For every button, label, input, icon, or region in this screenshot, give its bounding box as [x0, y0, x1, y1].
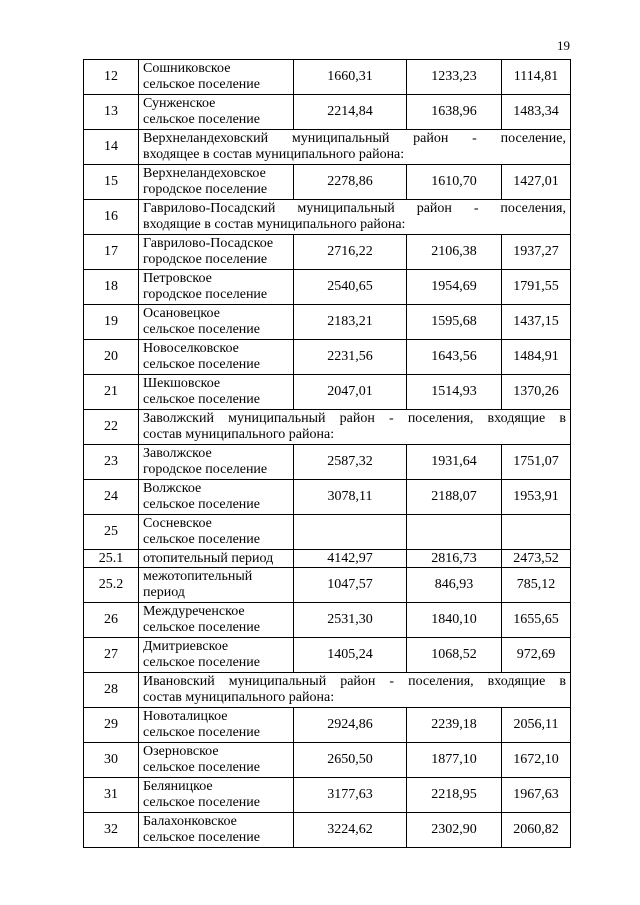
- settlement-name-line: Петровское: [143, 271, 212, 286]
- value-cell-1: 2531,30: [294, 603, 407, 638]
- value-cell-1: 3177,63: [294, 778, 407, 813]
- row-number: 13: [84, 95, 139, 130]
- settlement-name: [139, 638, 294, 673]
- settlement-name: [139, 60, 294, 95]
- settlement-name-line: городское поселение: [143, 252, 268, 267]
- district-header-line: входящее в состав муниципального района:: [143, 147, 405, 162]
- value-cell-3: 1751,07: [502, 445, 571, 480]
- row-number: 25: [84, 515, 139, 550]
- district-header-line: входящие в состав муниципального района:: [143, 217, 406, 232]
- value-cell-3: [502, 515, 571, 550]
- settlement-name-line: сельское поселение: [143, 795, 260, 810]
- value-cell-1: 2650,50: [294, 743, 407, 778]
- settlement-name: [139, 305, 294, 340]
- settlement-name: [139, 270, 294, 305]
- value-cell-2: 1638,96: [407, 95, 502, 130]
- value-cell-3: 1655,65: [502, 603, 571, 638]
- row-number: 30: [84, 743, 139, 778]
- row-number: 31: [84, 778, 139, 813]
- row-number: 23: [84, 445, 139, 480]
- row-number: 16: [84, 200, 139, 235]
- value-cell-1: 1660,31: [294, 60, 407, 95]
- table-body: [84, 60, 571, 848]
- table-row: [84, 550, 571, 568]
- row-number: 24: [84, 480, 139, 515]
- settlement-name: [139, 708, 294, 743]
- table-row: [84, 813, 571, 848]
- value-cell-1: 2047,01: [294, 375, 407, 410]
- table-row: [84, 603, 571, 638]
- settlement-name: [139, 550, 294, 568]
- value-cell-3: 2056,11: [502, 708, 571, 743]
- table-row: [84, 340, 571, 375]
- district-header-line: Заволжский муниципальный район - поселения, входящие в: [143, 411, 566, 426]
- district-header-line: состав муниципального района:: [143, 427, 335, 442]
- row-number: 19: [84, 305, 139, 340]
- value-cell-2: 2188,07: [407, 480, 502, 515]
- district-header-line: Гаврилово-Посадский муниципальный район - поселения,: [143, 201, 566, 216]
- table-row: [84, 270, 571, 305]
- settlement-name: [139, 813, 294, 848]
- value-cell-3: 972,69: [502, 638, 571, 673]
- value-cell-2: 1610,70: [407, 165, 502, 200]
- row-number: 29: [84, 708, 139, 743]
- district-header: [139, 130, 571, 165]
- value-cell-3: 1427,01: [502, 165, 571, 200]
- value-cell-2: 1840,10: [407, 603, 502, 638]
- settlement-name-line: сельское поселение: [143, 532, 260, 547]
- value-cell-1: [294, 515, 407, 550]
- value-cell-2: 1233,23: [407, 60, 502, 95]
- value-cell-2: 1931,64: [407, 445, 502, 480]
- value-cell-1: 3224,62: [294, 813, 407, 848]
- settlement-name-line: сельское поселение: [143, 725, 260, 740]
- value-cell-2: 2106,38: [407, 235, 502, 270]
- table-row: [84, 305, 571, 340]
- district-header: [139, 200, 571, 235]
- settlement-name-line: Беляницкое: [143, 779, 213, 794]
- row-number: 27: [84, 638, 139, 673]
- settlement-name-line: межотопительный: [143, 569, 253, 584]
- table-row: [84, 445, 571, 480]
- row-number: 28: [84, 673, 139, 708]
- row-number: 21: [84, 375, 139, 410]
- value-cell-1: 1405,24: [294, 638, 407, 673]
- settlement-name-line: Сошниковское: [143, 61, 231, 76]
- row-number: 20: [84, 340, 139, 375]
- settlement-name: [139, 165, 294, 200]
- row-number: 32: [84, 813, 139, 848]
- value-cell-3: 1672,10: [502, 743, 571, 778]
- value-cell-1: 2183,21: [294, 305, 407, 340]
- settlement-name-line: сельское поселение: [143, 497, 260, 512]
- page-number: 19: [557, 38, 570, 53]
- settlement-name: [139, 95, 294, 130]
- settlement-name-line: городское поселение: [143, 182, 268, 197]
- settlement-name: [139, 375, 294, 410]
- row-number: 18: [84, 270, 139, 305]
- value-cell-3: 1484,91: [502, 340, 571, 375]
- district-header-line: Ивановский муниципальный район - поселения, входящие в: [143, 674, 566, 689]
- settlement-name-line: сельское поселение: [143, 655, 260, 670]
- value-cell-1: 2231,56: [294, 340, 407, 375]
- row-number: 15: [84, 165, 139, 200]
- table-row-section-header: [84, 673, 571, 708]
- value-cell-3: 1437,15: [502, 305, 571, 340]
- row-number: 25.2: [84, 568, 139, 603]
- settlement-name-line: Озерновское: [143, 744, 219, 759]
- value-cell-2: 2302,90: [407, 813, 502, 848]
- settlement-name-line: сельское поселение: [143, 620, 260, 635]
- value-cell-2: 2218,95: [407, 778, 502, 813]
- value-cell-2: 1643,56: [407, 340, 502, 375]
- district-header-line: состав муниципального района:: [143, 690, 335, 705]
- table-row: [84, 375, 571, 410]
- value-cell-3: 1953,91: [502, 480, 571, 515]
- value-cell-1: 4142,97: [294, 550, 407, 568]
- value-cell-2: 1514,93: [407, 375, 502, 410]
- table-row: [84, 165, 571, 200]
- value-cell-2: 1068,52: [407, 638, 502, 673]
- value-cell-3: 1370,26: [502, 375, 571, 410]
- settlement-name-line: Шекшовское: [143, 376, 221, 391]
- value-cell-1: 2587,32: [294, 445, 407, 480]
- table-row-section-header: [84, 130, 571, 165]
- settlement-name-line: Дмитриевское: [143, 639, 229, 654]
- settlement-name-line: сельское поселение: [143, 830, 260, 845]
- settlement-name-line: Новоселковское: [143, 341, 239, 356]
- settlement-name-line: городское поселение: [143, 287, 268, 302]
- value-cell-1: 2278,86: [294, 165, 407, 200]
- settlement-name: [139, 235, 294, 270]
- value-cell-2: [407, 515, 502, 550]
- table-row: [84, 95, 571, 130]
- settlement-name: [139, 515, 294, 550]
- value-cell-3: 785,12: [502, 568, 571, 603]
- value-cell-1: 2716,22: [294, 235, 407, 270]
- settlement-name-line: сельское поселение: [143, 322, 260, 337]
- settlement-name-line: Новоталицкое: [143, 709, 228, 724]
- value-cell-3: 2473,52: [502, 550, 571, 568]
- settlement-name: [139, 568, 294, 603]
- tariff-table: [83, 59, 571, 848]
- settlement-name: [139, 480, 294, 515]
- value-cell-2: 1877,10: [407, 743, 502, 778]
- settlement-name-line: сельское поселение: [143, 392, 260, 407]
- table-row: [84, 743, 571, 778]
- settlement-name-line: период: [143, 585, 185, 600]
- row-number: 25.1: [84, 550, 139, 568]
- table-row-section-header: [84, 410, 571, 445]
- value-cell-2: 1954,69: [407, 270, 502, 305]
- settlement-name-line: Осановецкое: [143, 306, 220, 321]
- settlement-name-line: Сунженское: [143, 96, 216, 111]
- value-cell-2: 1595,68: [407, 305, 502, 340]
- value-cell-1: 1047,57: [294, 568, 407, 603]
- value-cell-3: 1967,63: [502, 778, 571, 813]
- value-cell-3: 1791,55: [502, 270, 571, 305]
- table-row: [84, 568, 571, 603]
- district-header: [139, 673, 571, 708]
- settlement-name-line: отопительный период: [143, 550, 274, 566]
- settlement-name-line: Заволжское: [143, 446, 212, 461]
- row-number: 22: [84, 410, 139, 445]
- table-row: [84, 638, 571, 673]
- value-cell-2: 846,93: [407, 568, 502, 603]
- row-number: 17: [84, 235, 139, 270]
- value-cell-3: 1114,81: [502, 60, 571, 95]
- settlement-name-line: городское поселение: [143, 462, 268, 477]
- value-cell-2: 2239,18: [407, 708, 502, 743]
- settlement-name-line: Гаврилово-Посадское: [143, 236, 274, 251]
- table-row: [84, 708, 571, 743]
- settlement-name: [139, 445, 294, 480]
- row-number: 14: [84, 130, 139, 165]
- value-cell-1: 2924,86: [294, 708, 407, 743]
- settlement-name-line: сельское поселение: [143, 760, 260, 775]
- row-number: 26: [84, 603, 139, 638]
- value-cell-1: 2540,65: [294, 270, 407, 305]
- district-header: [139, 410, 571, 445]
- table-row: [84, 778, 571, 813]
- value-cell-2: 2816,73: [407, 550, 502, 568]
- table-row: [84, 480, 571, 515]
- settlement-name: [139, 743, 294, 778]
- district-header-line: Верхнеландеховский муниципальный район - поселение,: [143, 131, 566, 146]
- settlement-name-line: Верхнеландеховское: [143, 166, 266, 181]
- table-row-section-header: [84, 200, 571, 235]
- table-row: [84, 515, 571, 550]
- settlement-name: [139, 603, 294, 638]
- value-cell-3: 1483,34: [502, 95, 571, 130]
- settlement-name-line: сельское поселение: [143, 77, 260, 92]
- settlement-name: [139, 778, 294, 813]
- settlement-name-line: сельское поселение: [143, 357, 260, 372]
- settlement-name-line: Балахонковское: [143, 814, 237, 829]
- settlement-name-line: сельское поселение: [143, 112, 260, 127]
- settlement-name-line: Волжское: [143, 481, 202, 496]
- settlement-name-line: Сосневское: [143, 516, 212, 531]
- table-row: [84, 60, 571, 95]
- value-cell-1: 2214,84: [294, 95, 407, 130]
- value-cell-1: 3078,11: [294, 480, 407, 515]
- row-number: 12: [84, 60, 139, 95]
- table-row: [84, 235, 571, 270]
- value-cell-3: 2060,82: [502, 813, 571, 848]
- settlement-name-line: Междуреченское: [143, 604, 245, 619]
- settlement-name: [139, 340, 294, 375]
- value-cell-3: 1937,27: [502, 235, 571, 270]
